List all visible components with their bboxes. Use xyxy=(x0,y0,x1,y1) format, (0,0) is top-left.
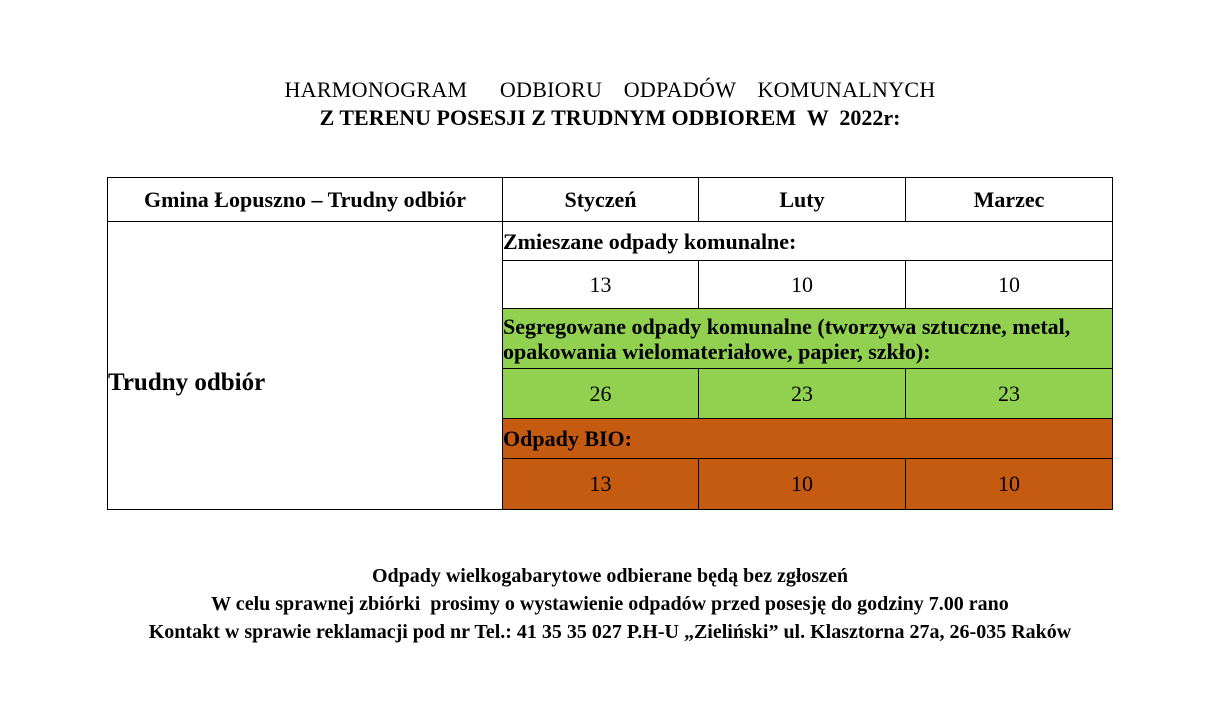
title-line-1: HARMONOGRAM ODBIORU ODPADÓW KOMUNALNYCH xyxy=(284,77,936,102)
category-label-segregated: Segregowane odpady komunalne (tworzywa sztuczne, metal, opakowania wielomateriałowe, papier, szkło): xyxy=(503,309,1113,369)
title-line-2: Z TERENU POSESJI Z TRUDNYM ODBIOREM W 2022r: xyxy=(319,105,901,130)
category-label-mixed: Zmieszane odpady komunalne: xyxy=(503,222,1113,261)
footer-line-contact: Kontakt w sprawie reklamacji pod nr Tel.: 41 35 35 027 P.H-U „Zieliński” ul. Klasztorna 27a, 26-035 Raków xyxy=(148,621,1072,643)
header-month-february: Luty xyxy=(699,178,906,222)
day-bio-february: 10 xyxy=(699,459,906,510)
row-label: Trudny odbiór xyxy=(108,369,266,396)
footer-notes xyxy=(0,562,1220,646)
header-month-january: Styczeń xyxy=(503,178,699,222)
day-segregated-january: 26 xyxy=(503,369,699,419)
footer-line-bulky-waste: Odpady wielkogabarytowe odbierane będą bez zgłoszeń xyxy=(371,565,849,587)
day-segregated-march: 23 xyxy=(906,369,1113,419)
category-row-mixed xyxy=(108,222,1113,261)
row-label-cell xyxy=(108,222,503,510)
schedule-table xyxy=(107,177,1113,510)
header-gmina: Gmina Łopuszno – Trudny odbiór xyxy=(108,178,503,222)
footer-line-collection-time: W celu sprawnej zbiórki prosimy o wystawienie odpadów przed posesję do godziny 7.00 rano xyxy=(211,593,1009,615)
day-bio-january: 13 xyxy=(503,459,699,510)
day-mixed-january: 13 xyxy=(503,261,699,309)
table-header-row xyxy=(108,178,1113,222)
document-title xyxy=(0,76,1220,132)
category-label-bio: Odpady BIO: xyxy=(503,419,1113,459)
day-mixed-february: 10 xyxy=(699,261,906,309)
day-segregated-february: 23 xyxy=(699,369,906,419)
header-month-march: Marzec xyxy=(906,178,1113,222)
day-mixed-march: 10 xyxy=(906,261,1113,309)
day-bio-march: 10 xyxy=(906,459,1113,510)
